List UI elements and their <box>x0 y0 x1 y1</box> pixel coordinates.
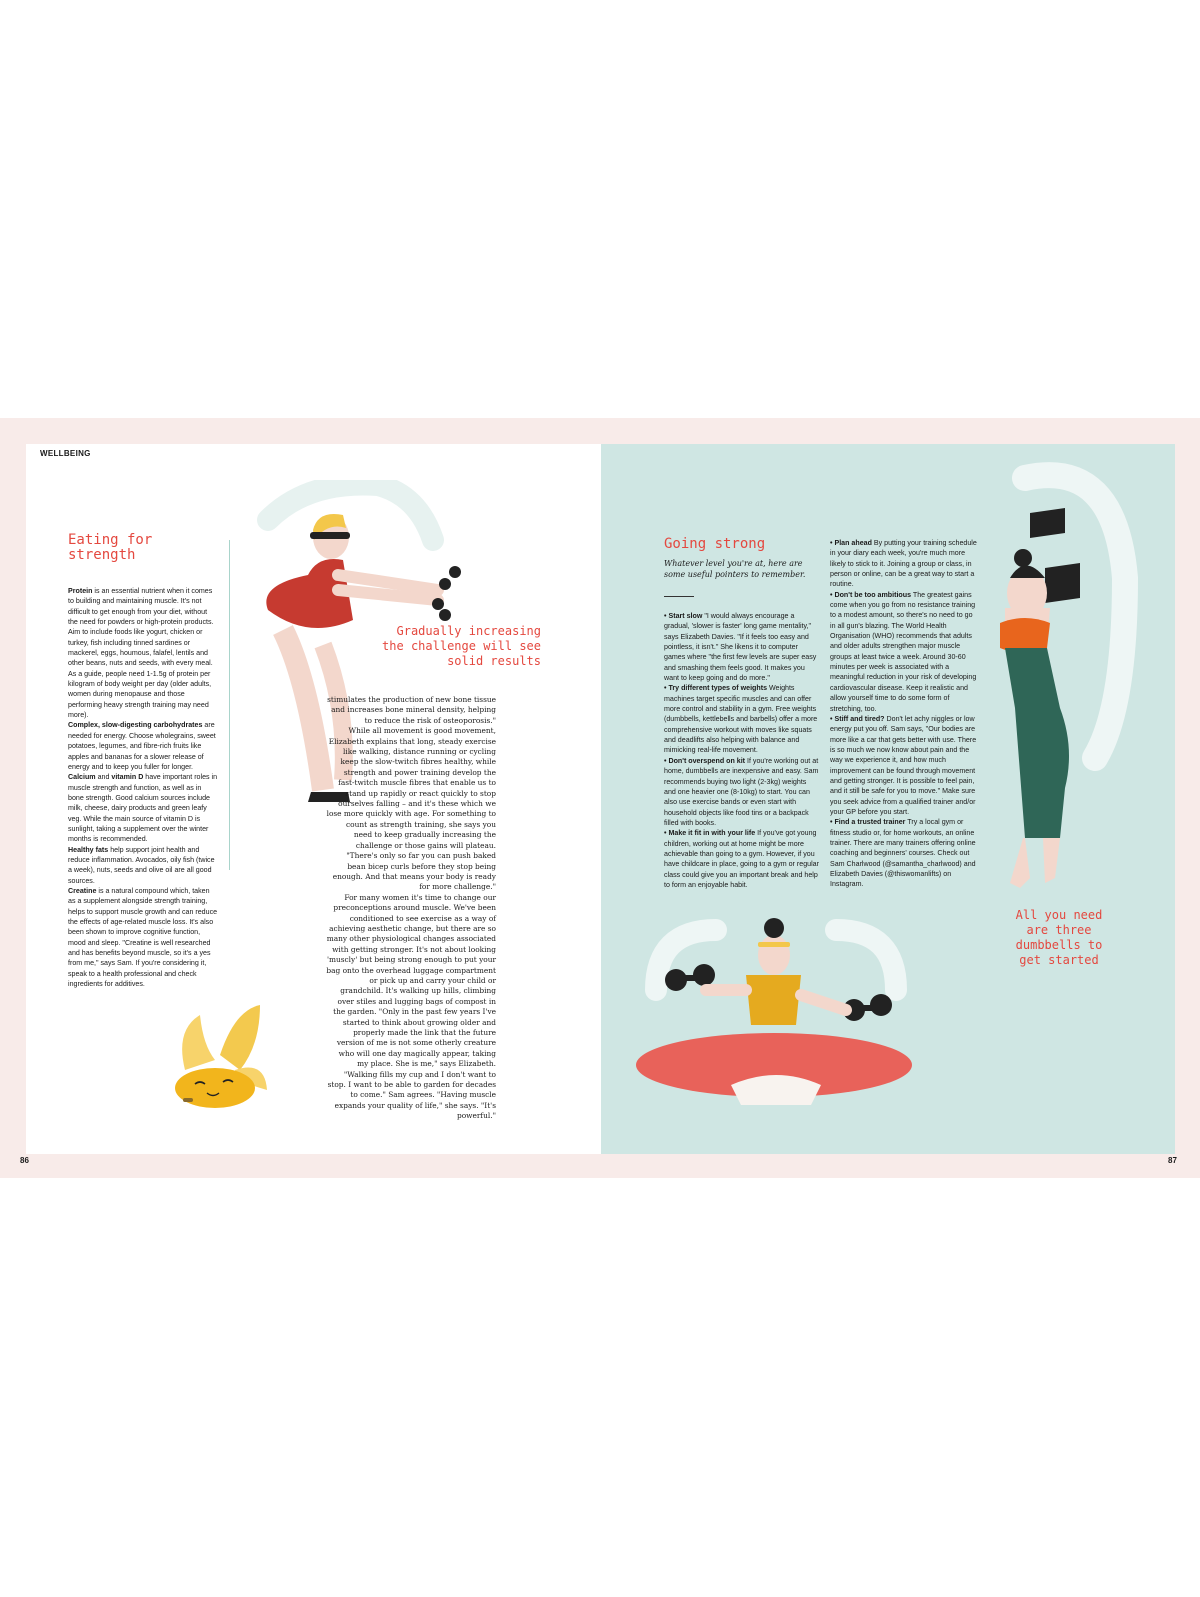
nutrient-list <box>68 586 218 989</box>
nutrient-creatine: Creatine is a natural compound which, taken as a supplement alongside strength training, helps to support muscle growth and can reduce the effects of age-related muscle loss. It's also been shown to improve cognitive function, mood and sleep. "Creatine is well researched and has benefits beyond muscle, so it's a yes from me," says Sam. If you're considering it, speak to a health professional and check ingredients for additives. <box>68 886 218 989</box>
nutrient-carbohydrates: Complex, slow-digesting carbohydrates are needed for energy. Choose wholegrains, sweet potatoes, legumes, and fibre-rich fruits like apples and bananas for a slower release of energy and to keep you fuller for longer. <box>68 721 216 771</box>
seated-woman-dumbbells-illustration <box>636 900 916 1110</box>
tip-dont-overspend: • Don't overspend on kit If you're working out at home, dumbbells are inexpensive and easy. Sam recommends buying two light (2-3kg) weights and one heavier one (8-10kg) to start. You can also use exercise bands or even start with household objects like food tins or a backpack filled with books. <box>664 756 819 827</box>
tip-stiff-and-tired: • Stiff and tired? Don't let achy niggles or low energy put you off. Sam says, "Our bodies are more like a car that gets better with use. There is so much we now know about pain and the way we experience it, and how much improvement can be found through movement and getting stronger. It is possible to feel pain, and it still be safe for you to move." Make sure you seek advice from a qualified trainer and/or your GP before you start. <box>830 714 977 816</box>
tip-fit-in-life: • Make it fit in with your life If you've got young children, working out at home might be more achievable than going to a gym. However, if you have childcare in place, going to a gym or regular class could give you an important break and help to form an enjoyable habit. <box>664 829 819 889</box>
article-body-left <box>326 695 496 1122</box>
section-label: WELLBEING <box>40 449 91 458</box>
tip-start-slow: • Start slow "I would always encourage a gradual, 'slower is faster' long game mentality," says Elizabeth Davies. "If it feels too easy and pointless, it isn't." She likens it to computer games where "the first few levels are super easy and smashing them feels good. It makes you want to keep going and do more." <box>664 612 817 683</box>
page-number-right: 87 <box>1168 1156 1177 1165</box>
tip-plan-ahead: • Plan ahead By putting your training schedule in your diary each week, you're much more likely to stick to it. Joining a group or class, in person or online, can be a great way to start a routine. <box>830 539 977 589</box>
overhead-press-woman-illustration <box>985 458 1140 898</box>
article-paragraph: stimulates the production of new bone tissue and increases bone mineral density, helping to reduce the risk of osteoporosis." <box>327 695 496 725</box>
tip-not-too-ambitious: • Don't be too ambitious The greatest gains come when you go from no resistance training to a modest amount, so there's no need to go in all gun's blazing. The World Health Organisation (WHO) recommends that adults and older adults strengthen major muscle groups at least twice a week. Around 30-60 minutes per week is associated with a meaningful reduction in your risk of developing cardiovascular disease. Keep it realistic and allow yourself time to do some form of stretching, too. <box>830 590 977 713</box>
going-strong-heading: Going strong <box>664 536 766 552</box>
column-divider <box>229 540 230 870</box>
dek-rule <box>664 596 694 597</box>
article-paragraph: For many women it's time to change our preconceptions around muscle. We've been conditioned to see exercise as a way of achieving aesthetic change, but there are so many other physiological changes associated with getting stronger. It's not about looking 'muscly' but being strong enough to put your bag onto the overhead luggage compartment or pick up and carry your child or grandchild. It's walking up hills, climbing over stiles and lugging bags of compost in the garden. "Only in the past few years I've started to think about growing older and properly made the link that the future version of me is not some otherly creature who will one day magically appear, taking my place. She is me," says Elizabeth. "Walking fills my cup and I don't want to stop. I want to be able to garden for decades to come." Sam agrees. "Having muscle expands your quality of life," she says. "It's powerful." <box>326 892 496 1121</box>
nutrient-protein: Protein is an essential nutrient when it comes to building and maintaining muscle. It's not difficult to get enough from your diet, without the need for powders or high-protein products. Aim to include foods like yogurt, chicken or turkey, fish including tinned sardines or mackerel, eggs, houmous, falafel, lentils and other beans, nuts and seeds, with every meal. As a guide, people need 1-1.5g of protein per kilogram of body weight per day (older adults, women during menopause and those performing heavy strength training may need more). <box>68 587 214 720</box>
tips-column-2 <box>830 538 980 890</box>
pullquote-left: Gradually increasing the challenge will see solid results <box>382 624 541 668</box>
going-strong-dek: Whatever level you're at, here are some useful pointers to remember. <box>664 559 806 579</box>
nutrient-calcium-vitamin-d: Calcium and vitamin D have important roles in muscle strength and function, as well as in bone strength. Good calcium sources include milk, cheese, dairy products and green leafy veg. While the main source of vitamin D is sunlight, taking a supplement over the winter months is recommended. <box>68 773 218 844</box>
banana-illustration <box>165 1000 270 1115</box>
tips-column-1 <box>664 611 819 890</box>
nutrient-healthy-fats: Healthy fats help support joint health and reduce inflammation. Avocados, oily fish (twice a week), nuts, seeds and olive oil are all good sources. <box>68 845 215 885</box>
page-number-left: 86 <box>20 1156 29 1165</box>
tip-different-weights: • Try different types of weights Weights machines target specific muscles and can offer more control and stability in a gym. Free weights (dumbbells, kettlebells and barbells) offer a more comprehensive workout with moves like squats and deadlifts also helping with balance and mimicking real-life movement. <box>664 684 818 755</box>
eating-for-strength-heading: Eating for strength <box>68 532 153 563</box>
tip-trusted-trainer: • Find a trusted trainer Try a local gym or fitness studio or, for home workouts, an online trainer. There are many trainers offering online coaching and beginners' courses. Check out Sam Charlwood (@samantha_charlwood) and Elizabeth Davies (@thiswomanlifts) on Instagram. <box>830 818 976 889</box>
pullquote-right: All you need are three dumbbells to get started <box>1015 908 1103 967</box>
article-paragraph: While all movement is good movement, Elizabeth explains that long, steady exercise like walking, distance running or cycling keep the slow-twitch fibres healthy, while strength and power training develop the fast-twitch muscle fibres that enable us to stand up rapidly or react quickly to stop ourselves falling – and it's these which we lose more quickly with age. For something to count as strength training, she says you need to keep gradually increasing the challenge or those gains will plateau. "There's only so far you can push baked bean bicep curls before they stop being enough. And that means your body is ready for more challenge." <box>326 726 496 892</box>
